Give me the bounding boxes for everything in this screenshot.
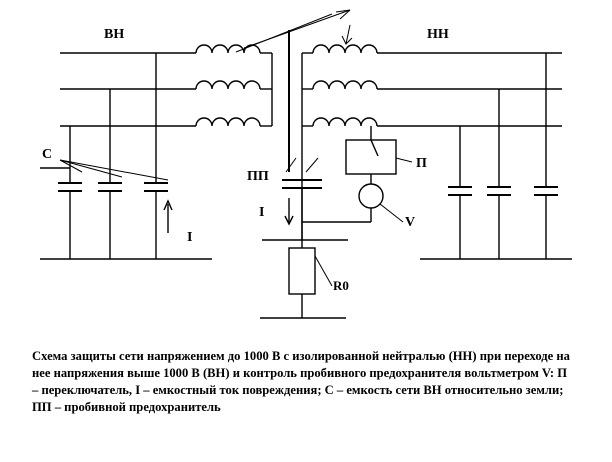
- lv-windings: [302, 45, 377, 240]
- label-switch: П: [416, 156, 427, 171]
- label-current-mid: I: [259, 205, 265, 220]
- hv-phase-lines: [40, 53, 196, 168]
- hv-capacitors: [40, 53, 212, 259]
- label-current-left: I: [187, 230, 193, 245]
- label-hv: ВН: [104, 27, 125, 42]
- label-capacitance: С: [42, 147, 53, 162]
- label-breakdown-fuse: ПП: [247, 169, 269, 184]
- voltmeter: [302, 184, 403, 222]
- lv-phase-lines: [377, 53, 562, 126]
- label-resistor: R0: [333, 278, 349, 293]
- lv-capacitors: [420, 53, 572, 259]
- breakdown-fuse: [262, 158, 348, 240]
- fuse-current-arrow: [285, 198, 293, 224]
- figure-caption: Схема защиты сети напряжением до 1000 В с изолированной нейтралью (НН) при переходе на нее напряжения выше 1000 В (ВН) и контроль пробивного предохранителя вольтметром V: П – переключатель, I – емкостный ток повреждения; С – емкость сети ВН относительно земли; ПП – пробивной предохранитель: [32, 349, 570, 414]
- hv-windings: [196, 45, 272, 126]
- switch-box: [346, 126, 412, 184]
- label-lv: НН: [427, 27, 449, 42]
- label-voltmeter: V: [405, 215, 416, 230]
